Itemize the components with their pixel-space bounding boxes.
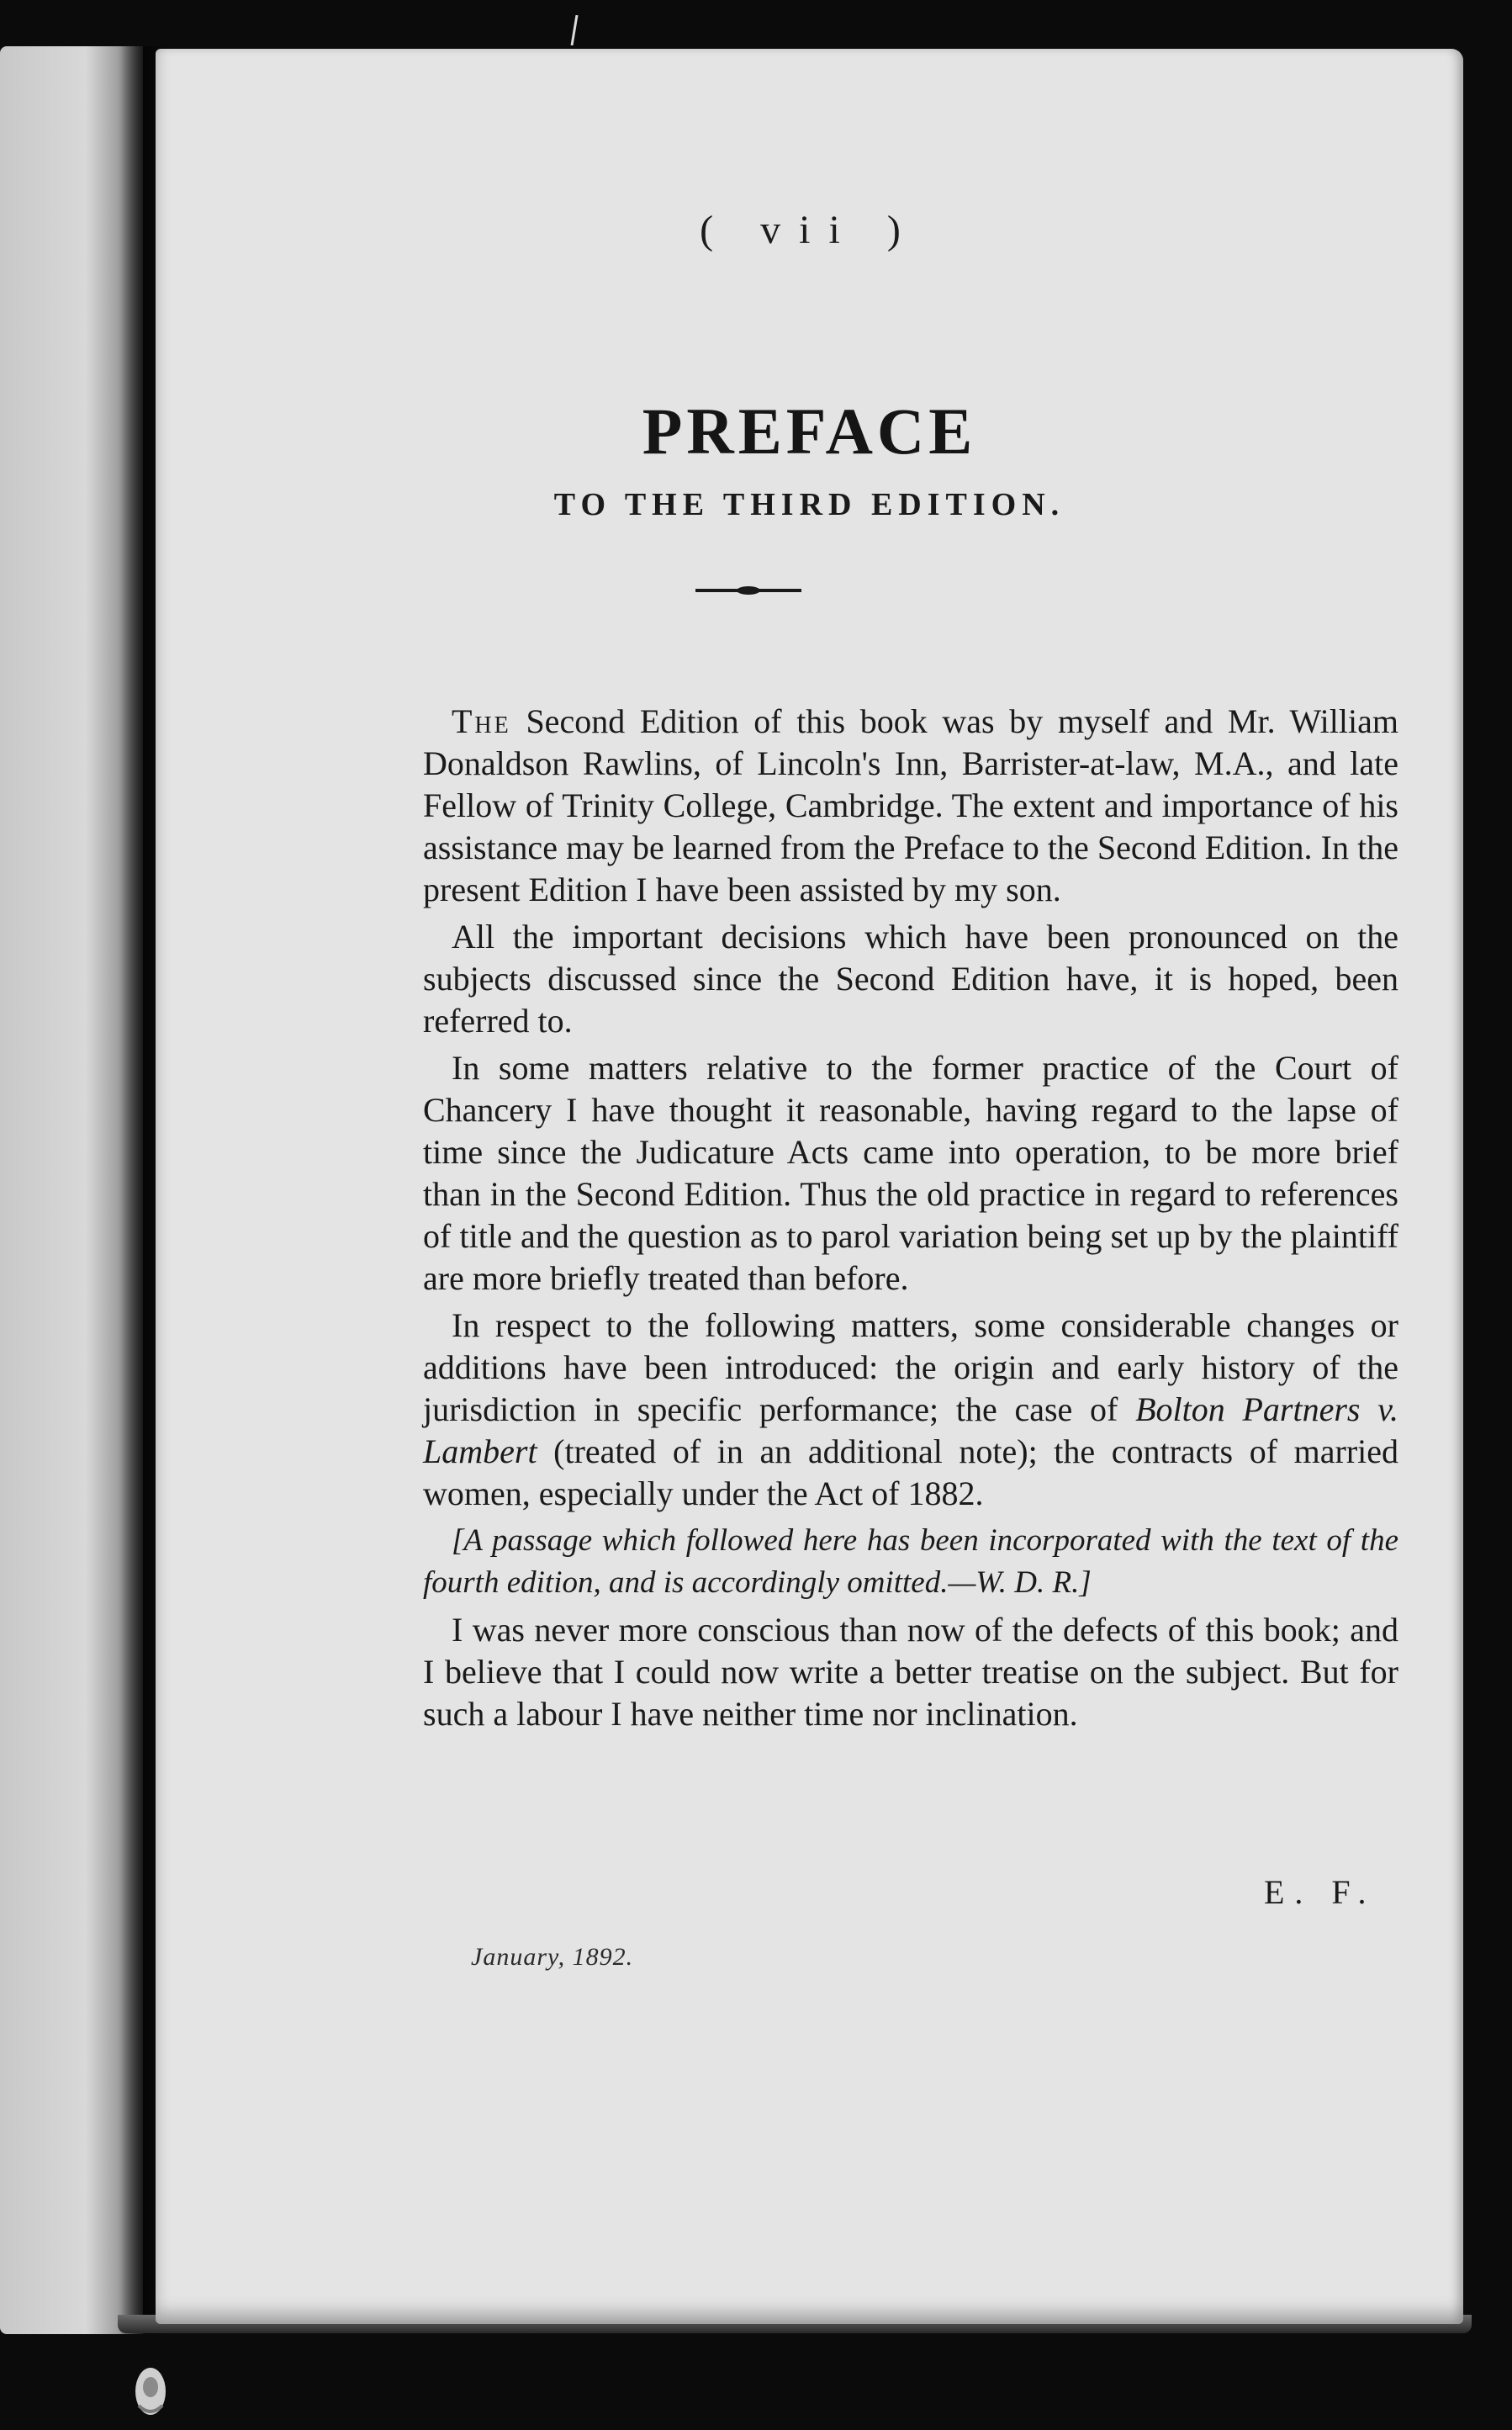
paragraph-4 — [423, 1305, 1398, 1515]
preface-date: January, 1892. — [471, 1943, 634, 1971]
scan-mark-icon — [568, 15, 580, 45]
editorial-note: [A passage which followed here has been incorporated with the text of the fourth edition, and is accordingly omitted.—W. D. R.] — [423, 1523, 1398, 1600]
preface-body — [423, 701, 1398, 1740]
divider-ornament-icon — [694, 585, 803, 596]
paragraph-1 — [423, 701, 1398, 911]
book-page — [156, 49, 1463, 2324]
paragraph-1-lead: The — [452, 702, 511, 740]
library-stamp-icon — [130, 2364, 171, 2419]
page-subtitle: TO THE THIRD EDITION. — [553, 487, 1065, 522]
page-title: PREFACE — [642, 394, 977, 468]
author-initials: E. F. — [1264, 1873, 1377, 1911]
paragraph-1-text: Second Edition of this book was by myself and Mr. William Donaldson Rawlins, of Lincoln's Inn, Barrister-at-law, M.A., and late Fellow of Trinity College, Cambridge. The extent and importance of his assistance may be learned from the Preface to the Second Edition. In the present Edition I have been assisted by my son. — [423, 702, 1398, 908]
paragraph-2: All the important decisions which have been pronounced on the subjects discussed since the Second Edition have, it is hoped, been referred to. — [423, 918, 1398, 1040]
case-citation: Bolton Partners v. Lambert — [423, 1390, 1398, 1470]
paragraph-3: In some matters relative to the former practice of the Court of Chancery I have thought it reasonable, having regard to the lapse of time since the Judicature Acts came into operation, to be more brief than in the Second Edition. Thus the old practice in regard to references of title and the question as to parol variation being set up by the plaintiff are more briefly treated than before. — [423, 1049, 1398, 1297]
paragraph-4-text-a: In respect to the following matters, some considerable changes or additions have been introduced: the origin and early history of the jurisdiction in specific performance; the case of — [423, 1306, 1398, 1428]
paragraph-5: I was never more conscious than now of the defects of this book; and I believe that I could now write a better treatise on the subject. But for such a labour I have neither time nor inclination. — [423, 1611, 1398, 1733]
page-number: ( vii ) — [700, 208, 919, 252]
paragraph-4-text-b: (treated of in an additional note); the contracts of married women, especially under the Act of 1882. — [423, 1432, 1398, 1512]
